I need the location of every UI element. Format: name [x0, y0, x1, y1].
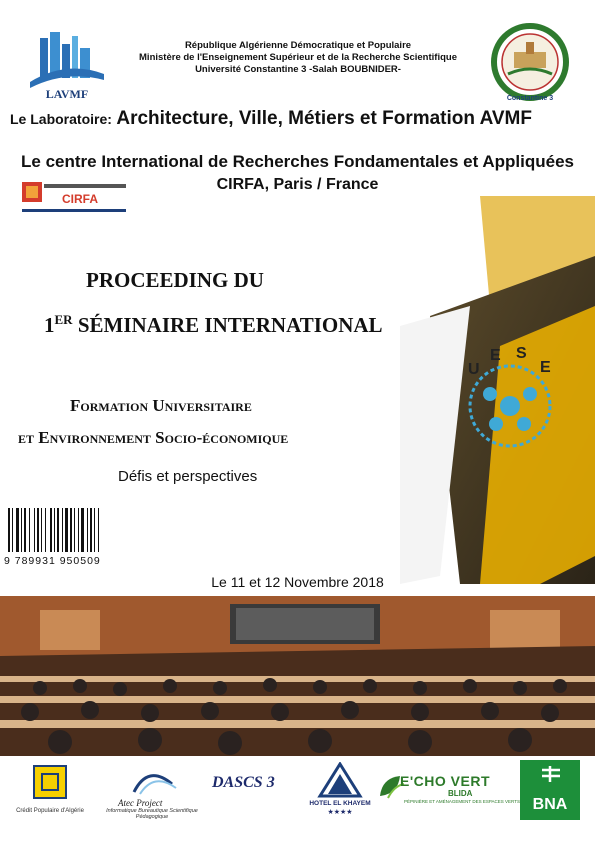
hotel-name: HOTEL EL KHAYEM	[309, 800, 371, 807]
university-line: Université Constantine 3 -Salah BOUBNIDER-	[195, 64, 401, 75]
uese-letter-e1: E	[490, 347, 501, 364]
seminar-title	[44, 312, 424, 338]
cirfa-logo	[20, 178, 130, 218]
seminar-label: SÉMINAIRE INTERNATIONAL	[72, 313, 383, 337]
lecture-hall-photo	[0, 596, 595, 756]
lavmf-logo-text: LAVMF	[45, 87, 89, 101]
seminar-number: 1	[44, 313, 55, 337]
hotel-stars: ★★★★	[327, 809, 353, 816]
republic-line: République Algérienne Démocratique et Populaire	[184, 40, 412, 51]
echo-vert-description: PÉPINIÈRE ET AMÉNAGEMENT DES ESPACES VERTS	[404, 799, 520, 804]
echo-vert-city: BLIDA	[448, 789, 473, 798]
center-location: CIRFA, Paris / France	[216, 176, 379, 193]
laboratory-name: Architecture, Ville, Métiers et Formation AVMF	[116, 108, 532, 129]
isbn-barcode	[6, 508, 126, 560]
center-title: Le centre International de Recherches Fondamentales et Appliquées	[21, 152, 574, 171]
decorative-panel	[400, 196, 595, 584]
isbn-number: 9 789931 950509	[4, 555, 101, 567]
atec-name: Atec Project	[118, 798, 163, 808]
proceeding-title: PROCEEDING DU	[86, 268, 264, 292]
echo-vert-name: E'CHO VERT	[400, 773, 491, 789]
theme-line-2: et Environnement Socio-économique	[18, 428, 289, 447]
bna-name: BNA	[532, 796, 568, 813]
univ-logo-text: Constantine 3	[506, 95, 554, 102]
theme-line-1: Formation Universitaire	[70, 396, 252, 415]
seminar-superscript: ER	[54, 312, 73, 327]
uese-letter-e2: E	[540, 359, 551, 376]
laboratory-prefix: Le Laboratoire:	[10, 111, 112, 127]
dascs-logo: DASCS 3	[212, 774, 275, 791]
institution-header	[118, 40, 478, 76]
lavmf-logo	[26, 24, 108, 104]
laboratory-line	[10, 108, 590, 130]
cpa-name: Crédit Populaire d'Algérie	[16, 808, 84, 814]
theme-subtitle: Défis et perspectives	[118, 468, 258, 485]
cirfa-logo-text: CIRFA	[62, 192, 98, 206]
uese-letter-u: U	[468, 361, 480, 378]
event-date: Le 11 et 12 Novembre 2018	[211, 574, 384, 590]
university-seal-logo	[486, 22, 574, 106]
uese-letter-s: S	[516, 345, 527, 362]
ministry-line: Ministère de l'Enseignement Supérieur et de la Recherche Scientifique	[139, 52, 457, 63]
atec-description: Informatique Bureautique Scientifique Pédagogique	[106, 808, 198, 820]
